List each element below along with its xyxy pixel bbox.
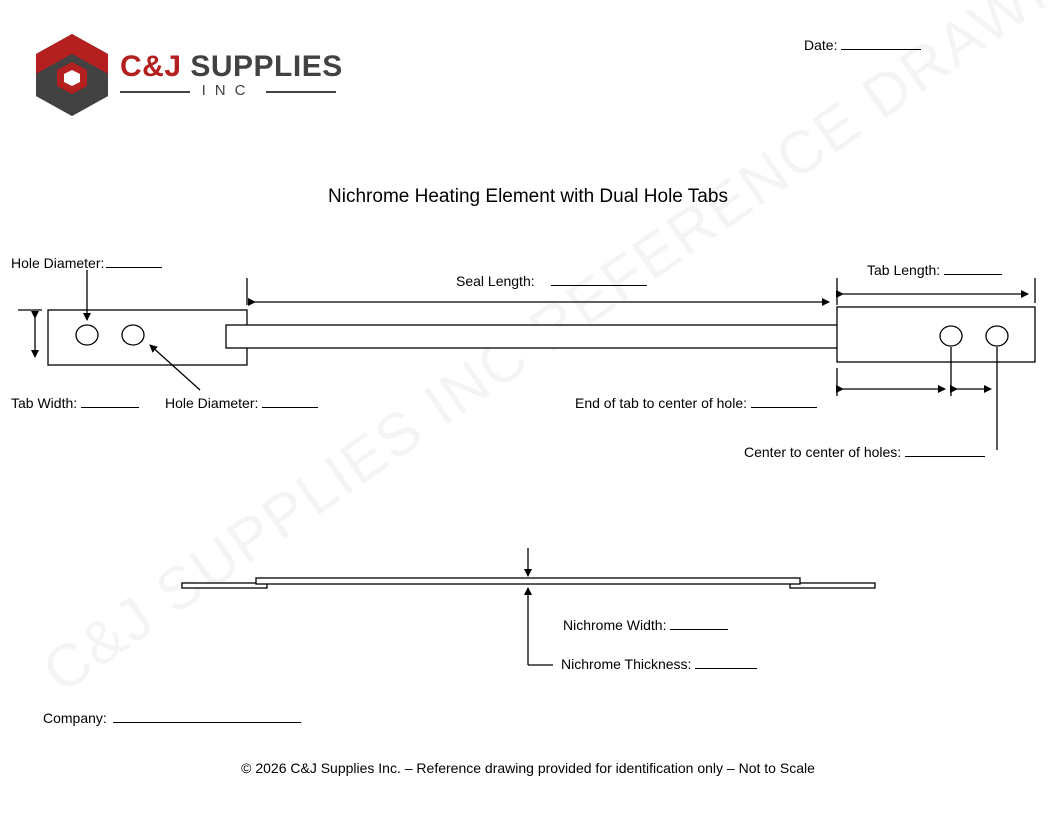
page-title: Nichrome Heating Element with Dual Hole Tabs [328,186,728,207]
logo-subtitle: INC [120,82,336,99]
hole-diameter-bottom-field[interactable] [165,395,318,411]
footer-copyright: © 2026 C&J Supplies Inc. – Reference drawing provided for identification only – Not to Scale [241,760,815,776]
company-blank[interactable] [113,710,301,723]
nichrome-width-blank[interactable] [670,617,728,630]
tab-length-blank[interactable] [944,262,1002,275]
center-to-center-label: Center to center of holes: [744,444,902,460]
nichrome-strip [226,325,858,348]
nichrome-thickness-blank[interactable] [695,656,757,669]
company-label: Company: [43,710,107,726]
hole-diameter-bottom-label: Hole Diameter: [165,395,259,411]
side-tab-left [182,583,267,588]
center-to-center-blank[interactable] [905,444,985,457]
center-to-center-field[interactable] [744,444,985,460]
tab-width-field[interactable] [11,395,139,411]
tab-length-field[interactable] [867,262,1002,278]
nichrome-width-field[interactable] [563,617,728,633]
side-nichrome-strip [256,578,800,584]
logo-name-rest: SUPPLIES [181,50,343,83]
company-field[interactable] [43,710,301,726]
tab-length-label: Tab Length: [867,262,941,278]
left-tab [48,310,247,365]
seal-length-blank[interactable] [551,273,647,286]
nichrome-thickness-label: Nichrome Thickness: [561,656,692,672]
nichrome-width-label: Nichrome Width: [563,617,667,633]
hole-diameter-top-label: Hole Diameter: [11,255,105,271]
logo-name-red: C&J [120,50,182,83]
end-tab-to-center-field[interactable] [575,395,817,411]
end-tab-to-center-label: End of tab to center of hole: [575,395,748,411]
side-tab-right [790,583,875,588]
hole-diameter-top-field[interactable] [11,255,162,271]
tab-width-blank[interactable] [81,395,139,408]
end-tab-to-center-blank[interactable] [751,395,817,408]
date-label: Date: [804,37,838,53]
tab-width-label: Tab Width: [11,395,78,411]
seal-length-field[interactable] [456,273,647,289]
seal-length-label: Seal Length: [456,273,535,289]
right-tab [837,307,1035,362]
hole-diameter-bottom-blank[interactable] [262,395,318,408]
nichrome-thickness-field[interactable] [561,656,757,672]
hole-diameter-top-blank[interactable] [106,255,162,268]
